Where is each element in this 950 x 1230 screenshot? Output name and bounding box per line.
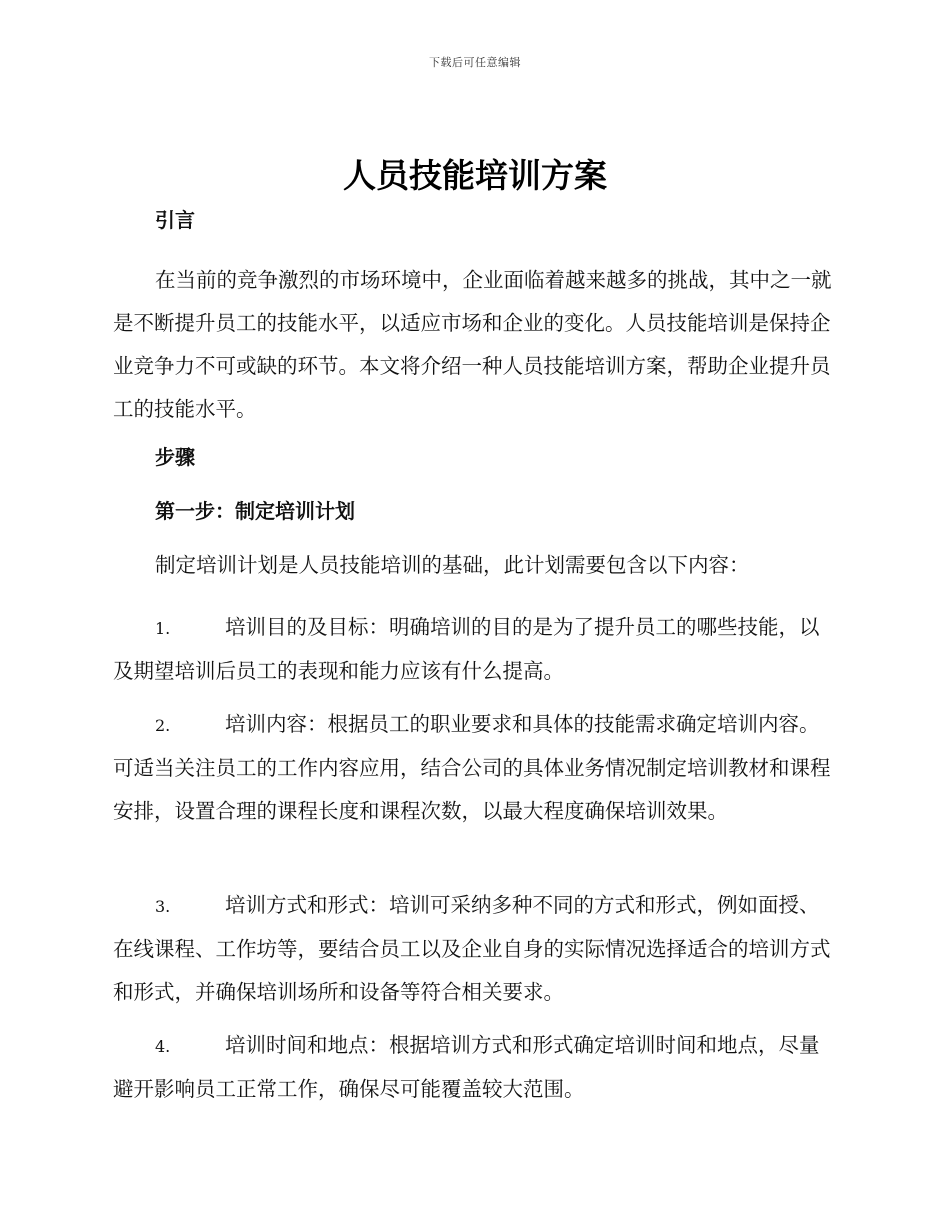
list-item-text: 培训目的及目标：明确培训的目的是为了提升员工的哪些技能，以及期望培训后员工的表现和能力应该有什么提高。 bbox=[113, 615, 820, 683]
step1-heading: 第一步：制定培训计划 bbox=[155, 499, 355, 523]
list-item-4 bbox=[113, 1024, 833, 1111]
list-item-number: 2. bbox=[155, 716, 171, 735]
steps-heading: 步骤 bbox=[155, 445, 195, 469]
list-item-1 bbox=[113, 606, 833, 693]
list-item-text: 培训内容：根据员工的职业要求和具体的技能需求确定培训内容。可适当关注员工的工作内容应用，结合公司的具体业务情况制定培训教材和课程安排，设置合理的课程长度和课程次数，以最大程度确保培训效果。 bbox=[113, 712, 831, 823]
list-item-text: 培训方式和形式：培训可采纳多种不同的方式和形式，例如面授、在线课程、工作坊等，要结合员工以及企业自身的实际情况选择适合的培训方式和形式，并确保培训场所和设备等符合相关要求。 bbox=[113, 893, 831, 1004]
intro-heading: 引言 bbox=[155, 208, 195, 232]
document-title: 人员技能培训方案 bbox=[343, 156, 607, 195]
list-item-number: 1. bbox=[155, 619, 171, 638]
list-item-number: 4. bbox=[155, 1037, 171, 1056]
list-item-3 bbox=[113, 884, 833, 1014]
step1-intro: 制定培训计划是人员技能培训的基础，此计划需要包含以下内容： bbox=[155, 553, 750, 577]
list-item-2 bbox=[113, 703, 833, 833]
header-note: 下载后可任意编辑 bbox=[429, 56, 521, 69]
intro-paragraph: 在当前的竞争激烈的市场环境中，企业面临着越来越多的挑战，其中之一就是不断提升员工的技能水平，以适应市场和企业的变化。人员技能培训是保持企业竞争力不可或缺的环节。本文将介绍一种人员技能培训方案，帮助企业提升员工的技能水平。 bbox=[113, 268, 832, 421]
list-item-text: 培训时间和地点：根据培训方式和形式确定培训时间和地点，尽量避开影响员工正常工作，确保尽可能覆盖较大范围。 bbox=[113, 1033, 820, 1101]
list-item-number: 3. bbox=[155, 897, 171, 916]
